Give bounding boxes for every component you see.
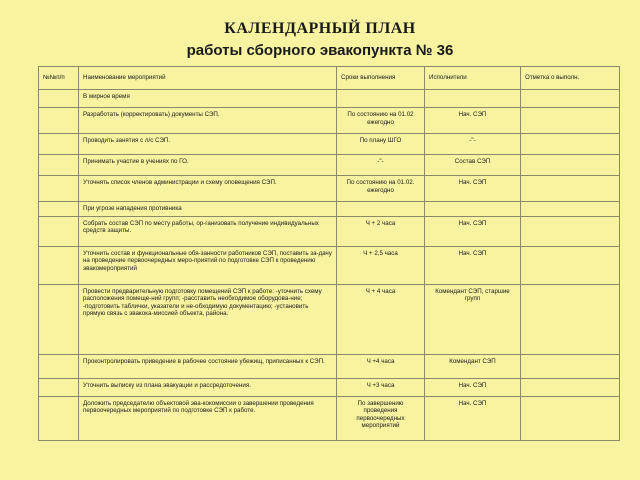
- mark-cell: [521, 378, 620, 396]
- section-heading: В мирное время: [79, 90, 337, 108]
- page-title: КАЛЕНДАРНЫЙ ПЛАН: [224, 20, 416, 37]
- section-row: [39, 90, 620, 108]
- section-heading: При угрозе нападения противника: [79, 202, 337, 217]
- activity-cell: Уточнить выписку из плана эвакуации и рассредоточения.: [79, 378, 337, 396]
- executor-cell: Комендант СЭП: [425, 354, 521, 378]
- term-cell: По плану ШГО: [337, 134, 425, 155]
- table-row: [39, 396, 620, 440]
- activity-cell: Доложить председателю объектовой эва-кокомиссии о завершении проведения первоочередных мероприятий по подготовке СЭП к работе.: [79, 396, 337, 440]
- table-row: [39, 216, 620, 246]
- activity-cell: Провести предварительную подготовку помещений СЭП к работе: -уточнить схему расположения помеще-ний групп; -расставить необходимое оборудова-ние; -подготовить таблички, указатели и не-обходимую документацию; -установить прямую связь с эвакока-миссией объекта, района.: [79, 284, 337, 354]
- column-header-executor: Исполнители: [425, 67, 521, 90]
- executor-cell: Нач. СЭП: [425, 216, 521, 246]
- activity-cell: Разработать (корректировать) документы СЭП.: [79, 108, 337, 134]
- term-cell: По завершению проведения первоочередных мероприятий: [337, 396, 425, 440]
- table-row: [39, 354, 620, 378]
- executor-cell: Нач. СЭП: [425, 246, 521, 284]
- mark-cell: [521, 134, 620, 155]
- activity-cell: Собрать состав СЭП по месту работы, ор-ганизовать получение индивидуальных средств защиты.: [79, 216, 337, 246]
- plan-table: [38, 66, 620, 441]
- column-header-number: №№п/п: [39, 67, 79, 90]
- executor-cell: -"-: [425, 134, 521, 155]
- term-cell: По состоянию на 01.02. ежегодно: [337, 176, 425, 202]
- table-row: [39, 378, 620, 396]
- column-header-activity: Наименование мероприятий: [79, 67, 337, 90]
- mark-cell: [521, 396, 620, 440]
- activity-cell: Проконтролировать приведение в рабочее состояние убежищ, приписанных к СЭП.: [79, 354, 337, 378]
- section-row: [39, 202, 620, 217]
- term-cell: -"-: [337, 155, 425, 176]
- mark-cell: [521, 155, 620, 176]
- table-row: [39, 134, 620, 155]
- activity-cell: Проводить занятия с л/с СЭП.: [79, 134, 337, 155]
- term-cell: Ч +4 часа: [337, 354, 425, 378]
- column-header-mark: Отметка о выполн.: [521, 67, 620, 90]
- activity-cell: Уточнить состав и функциональные обя-занности работников СЭП, поставить за-дачу на проведение первоочередных меро-приятий по подготовке СЭП к проведению эвакомероприятий: [79, 246, 337, 284]
- table-row: [39, 284, 620, 354]
- term-cell: Ч + 2 часа: [337, 216, 425, 246]
- table-row: [39, 246, 620, 284]
- executor-cell: Состав СЭП: [425, 155, 521, 176]
- mark-cell: [521, 284, 620, 354]
- term-cell: Ч +3 часа: [337, 378, 425, 396]
- column-header-term: Сроки выполнения: [337, 67, 425, 90]
- executor-cell: Нач. СЭП: [425, 176, 521, 202]
- mark-cell: [521, 246, 620, 284]
- term-cell: Ч + 4 часа: [337, 284, 425, 354]
- table-row: [39, 108, 620, 134]
- executor-cell: Нач. СЭП: [425, 108, 521, 134]
- table-header-row: [39, 67, 620, 90]
- term-cell: По состоянию на 01.02 ежегодно: [337, 108, 425, 134]
- mark-cell: [521, 108, 620, 134]
- activity-cell: Уточнять список членов администрации и схему оповещения СЭП.: [79, 176, 337, 202]
- table-row: [39, 155, 620, 176]
- activity-cell: Принимать участие в учениях по ГО.: [79, 155, 337, 176]
- executor-cell: Нач. СЭП: [425, 378, 521, 396]
- table-row: [39, 176, 620, 202]
- mark-cell: [521, 354, 620, 378]
- term-cell: Ч + 2,5 часа: [337, 246, 425, 284]
- mark-cell: [521, 216, 620, 246]
- executor-cell: Комендант СЭП, старшие групп: [425, 284, 521, 354]
- executor-cell: Нач. СЭП: [425, 396, 521, 440]
- page-subtitle: работы сборного эвакопункта № 36: [186, 42, 454, 59]
- mark-cell: [521, 176, 620, 202]
